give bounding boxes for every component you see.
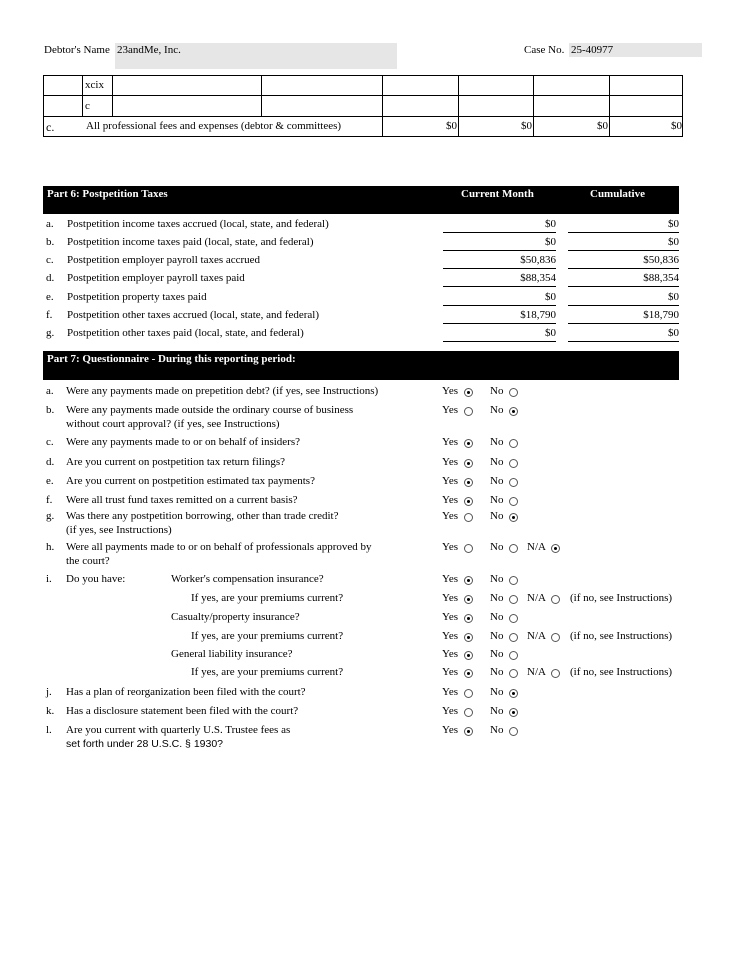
fee-total-letter: c. (46, 120, 55, 134)
if-no-note: (if no, see Instructions) (570, 592, 673, 604)
debtor-name-field[interactable]: 23andMe, Inc. (115, 43, 397, 69)
part7-title: Part 7: Questionnaire - During this reporting period: (47, 353, 296, 365)
no-label: No (490, 475, 504, 487)
premiums-current-question: If yes, are your premiums current? (191, 666, 344, 678)
question-text-cont: set forth under 28 U.S.C. § 1930? (66, 738, 224, 750)
no-label: No (490, 705, 504, 717)
question-text: Are you current on postpetition estimated tax payments? (66, 475, 315, 487)
no-radio[interactable] (509, 614, 518, 623)
no-label: No (490, 666, 504, 678)
question-text-cont: without court approval? (if yes, see Instructions) (66, 418, 280, 430)
yes-label: Yes (442, 510, 459, 522)
row-letter: c. (46, 254, 54, 266)
yes-label: Yes (442, 494, 459, 506)
yes-label: Yes (442, 630, 459, 642)
yes-label: Yes (442, 592, 459, 604)
yes-label: Yes (442, 475, 459, 487)
current-month-value[interactable]: $0 (545, 291, 556, 303)
yes-label: Yes (442, 573, 459, 585)
no-radio[interactable] (509, 439, 518, 448)
no-label: No (490, 592, 504, 604)
question-letter: g. (46, 510, 55, 522)
yes-radio[interactable] (464, 708, 473, 717)
yes-radio[interactable] (464, 407, 473, 416)
if-no-note: (if no, see Instructions) (570, 630, 673, 642)
part6-title: Part 6: Postpetition Taxes (47, 188, 168, 200)
yes-label: Yes (442, 436, 459, 448)
yes-label: Yes (442, 724, 459, 736)
fee-total-label: All professional fees and expenses (debtor & committees) (86, 120, 342, 132)
no-label: No (490, 456, 504, 468)
fee-total-value: $0 (597, 120, 608, 132)
yes-radio[interactable] (464, 689, 473, 698)
no-radio[interactable] (509, 708, 518, 717)
cumulative-value[interactable]: $0 (668, 291, 679, 303)
question-text: Were any payments made on prepetition debt? (if yes, see Instructions) (66, 385, 379, 397)
insurance-question: Casualty/property insurance? (171, 611, 300, 623)
current-month-value[interactable]: $0 (545, 218, 556, 230)
yes-radio[interactable] (464, 614, 473, 623)
no-radio[interactable] (509, 497, 518, 506)
insurance-question: Worker's compensation insurance? (171, 573, 324, 585)
no-radio[interactable] (509, 513, 518, 522)
no-radio[interactable] (509, 633, 518, 642)
yes-radio[interactable] (464, 388, 473, 397)
no-label: No (490, 436, 504, 448)
current-month-value[interactable]: $0 (545, 327, 556, 339)
row-label: Postpetition income taxes accrued (local, state, and federal) (67, 218, 329, 230)
yes-label: Yes (442, 705, 459, 717)
na-radio[interactable] (551, 595, 560, 604)
na-label: N/A (527, 592, 546, 604)
no-label: No (490, 404, 504, 416)
no-radio[interactable] (509, 689, 518, 698)
no-label: No (490, 686, 504, 698)
yes-label: Yes (442, 666, 459, 678)
na-label: N/A (527, 541, 546, 553)
question-text-cont: the court? (66, 555, 110, 567)
no-radio[interactable] (509, 651, 518, 660)
fee-row-sub-label: c (85, 100, 90, 112)
cumulative-value[interactable]: $88,354 (643, 272, 679, 284)
part6-col-current: Current Month (461, 188, 534, 200)
premiums-current-question: If yes, are your premiums current? (191, 630, 344, 642)
question-text-cont: (if yes, see Instructions) (66, 524, 172, 536)
row-letter: g. (46, 327, 55, 339)
no-label: No (490, 510, 504, 522)
row-letter: b. (46, 236, 55, 248)
row-label: Postpetition property taxes paid (67, 291, 207, 303)
no-label: No (490, 724, 504, 736)
no-radio[interactable] (509, 544, 518, 553)
no-radio[interactable] (509, 727, 518, 736)
if-no-note: (if no, see Instructions) (570, 666, 673, 678)
insurance-question: General liability insurance? (171, 648, 293, 660)
no-label: No (490, 573, 504, 585)
part7-header-bar (43, 351, 679, 380)
no-label: No (490, 385, 504, 397)
yes-label: Yes (442, 404, 459, 416)
question-text: Were all trust fund taxes remitted on a current basis? (66, 494, 298, 506)
question-letter: a. (46, 385, 54, 397)
no-radio[interactable] (509, 595, 518, 604)
part6-col-cumulative: Cumulative (590, 188, 645, 200)
yes-label: Yes (442, 385, 459, 397)
yes-radio[interactable] (464, 513, 473, 522)
no-label: No (490, 648, 504, 660)
no-label: No (490, 630, 504, 642)
question-letter: b. (46, 404, 55, 416)
debtor-name-label: Debtor's Name (44, 44, 110, 56)
question-letter: h. (46, 541, 55, 553)
row-label: Postpetition employer payroll taxes accrued (67, 254, 261, 266)
yes-radio[interactable] (464, 459, 473, 468)
yes-label: Yes (442, 686, 459, 698)
row-letter: f. (46, 309, 53, 321)
question-text: Has a plan of reorganization been filed with the court? (66, 686, 306, 698)
question-letter: e. (46, 475, 54, 487)
no-radio[interactable] (509, 407, 518, 416)
yes-radio[interactable] (464, 576, 473, 585)
na-radio[interactable] (551, 669, 560, 678)
no-label: No (490, 541, 504, 553)
current-month-value[interactable]: $0 (545, 236, 556, 248)
fee-row-sub-label: xcix (85, 79, 104, 91)
na-radio[interactable] (551, 544, 560, 553)
fee-total-value: $0 (446, 120, 457, 132)
current-month-value[interactable]: $18,790 (520, 309, 556, 321)
question-text: Has a disclosure statement been filed with the court? (66, 705, 299, 717)
no-label: No (490, 611, 504, 623)
yes-radio[interactable] (464, 633, 473, 642)
current-month-value[interactable]: $50,836 (520, 254, 556, 266)
premiums-current-question: If yes, are your premiums current? (191, 592, 344, 604)
question-letter: k. (46, 705, 55, 717)
row-label: Postpetition other taxes paid (local, state, and federal) (67, 327, 304, 339)
fee-total-value: $0 (671, 120, 682, 132)
na-label: N/A (527, 666, 546, 678)
yes-radio[interactable] (464, 651, 473, 660)
yes-radio[interactable] (464, 669, 473, 678)
cumulative-value[interactable]: $0 (668, 218, 679, 230)
question-letter: d. (46, 456, 55, 468)
na-label: N/A (527, 630, 546, 642)
question-text: Are you current on postpetition tax return filings? (66, 456, 286, 468)
yes-radio[interactable] (464, 439, 473, 448)
fee-total-value: $0 (521, 120, 532, 132)
case-number-label: Case No. (524, 44, 565, 56)
na-radio[interactable] (551, 633, 560, 642)
row-label: Postpetition other taxes accrued (local, state, and federal) (67, 309, 319, 321)
question-text: Were any payments made outside the ordinary course of business (66, 404, 354, 416)
part6-header-bar (43, 186, 679, 214)
question-text: Were all payments made to or on behalf of professionals approved by (66, 541, 372, 553)
no-radio[interactable] (509, 576, 518, 585)
yes-radio[interactable] (464, 478, 473, 487)
row-letter: a. (46, 218, 54, 230)
yes-label: Yes (442, 456, 459, 468)
question-letter: l. (46, 724, 52, 736)
yes-label: Yes (442, 648, 459, 660)
cumulative-value[interactable]: $0 (668, 327, 679, 339)
yes-label: Yes (442, 541, 459, 553)
row-letter: d. (46, 272, 55, 284)
cumulative-value[interactable]: $50,836 (643, 254, 679, 266)
no-radio[interactable] (509, 459, 518, 468)
question-letter: c. (46, 436, 54, 448)
row-label: Postpetition employer payroll taxes paid (67, 272, 245, 284)
question-letter: f. (46, 494, 53, 506)
yes-label: Yes (442, 611, 459, 623)
case-number-field[interactable]: 25-40977 (569, 43, 702, 57)
yes-radio[interactable] (464, 727, 473, 736)
row-label: Postpetition income taxes paid (local, state, and federal) (67, 236, 314, 248)
cumulative-value[interactable]: $0 (668, 236, 679, 248)
question-letter: i. (46, 573, 52, 585)
question-letter: j. (46, 686, 52, 698)
no-radio[interactable] (509, 669, 518, 678)
yes-radio[interactable] (464, 497, 473, 506)
yes-radio[interactable] (464, 544, 473, 553)
question-text: Are you current with quarterly U.S. Trustee fees as (66, 724, 291, 736)
no-radio[interactable] (509, 388, 518, 397)
row-letter: e. (46, 291, 54, 303)
question-text: Was there any postpetition borrowing, other than trade credit? (66, 510, 339, 522)
yes-radio[interactable] (464, 595, 473, 604)
current-month-value[interactable]: $88,354 (520, 272, 556, 284)
do-you-have-label: Do you have: (66, 573, 126, 585)
no-radio[interactable] (509, 478, 518, 487)
question-text: Were any payments made to or on behalf of insiders? (66, 436, 301, 448)
cumulative-value[interactable]: $18,790 (643, 309, 679, 321)
no-label: No (490, 494, 504, 506)
